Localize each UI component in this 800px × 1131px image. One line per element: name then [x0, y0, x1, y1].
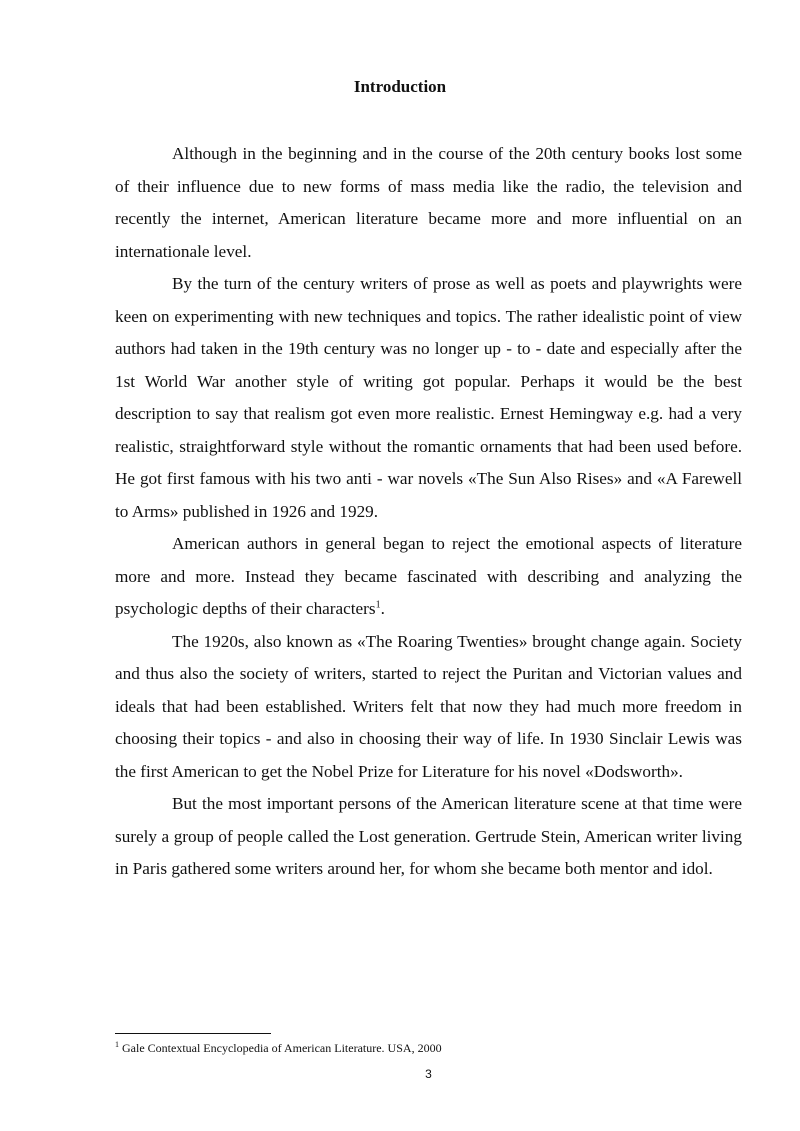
document-body	[115, 138, 742, 886]
paragraph-4-text: The 1920s, also known as «The Roaring Twenties» brought change again. Society and thus also the society of writers, started to reject the Puritan and Victorian values and ideals that had been established. Writers felt that now they had much more freedom in choosing their topics - and also in choosing their way of life. In 1930 Sinclair Lewis was the first American to get the Nobel Prize for Literature for his novel «Dodsworth».	[115, 631, 742, 781]
paragraph-3-end: .	[380, 599, 385, 618]
footnote-text: Gale Contextual Encyclopedia of American Literature. USA, 2000	[122, 1041, 442, 1055]
paragraph-1	[115, 138, 742, 268]
footnote	[115, 1040, 742, 1056]
footnote-marker: 1	[115, 1040, 119, 1049]
paragraph-3-text: American authors in general began to reject the emotional aspects of literature more and more. Instead they became fascinated with describing and analyzing the psychologic depths of their characters	[115, 534, 742, 618]
paragraph-5	[115, 788, 742, 886]
paragraph-5-text: But the most important persons of the American literature scene at that time were surely a group of people called the Lost generation. Gertrude Stein, American writer living in Paris gathered some writers around her, for whom she became both mentor and idol.	[115, 794, 742, 878]
footnote-reference[interactable]: 1	[375, 599, 381, 611]
page-number: 3	[425, 1067, 432, 1081]
paragraph-2-text: By the turn of the century writers of prose as well as poets and playwrights were keen on experimenting with new techniques and topics. The rather idealistic point of view authors had taken in the 19th century was no longer up - to - date and especially after the 1st World War another style of writing got popular. Perhaps it would be the best description to say that realism got even more realistic. Ernest Hemingway e.g. had a very realistic, straightforward style without the romantic ornaments that had been used before. He got first famous with his two anti - war novels «The Sun Also Rises» and «A Farewell to Arms» published in 1926 and 1929.	[115, 274, 742, 521]
paragraph-4	[115, 626, 742, 789]
paragraph-2	[115, 268, 742, 528]
paragraph-3	[115, 528, 742, 626]
paragraph-1-text: Although in the beginning and in the course of the 20th century books lost some of their influence due to new forms of mass media like the radio, the television and recently the internet, American literature became more and more influential on an internationale level.	[115, 144, 742, 261]
page-title: Introduction	[353, 77, 447, 96]
footnote-divider	[115, 1033, 271, 1034]
